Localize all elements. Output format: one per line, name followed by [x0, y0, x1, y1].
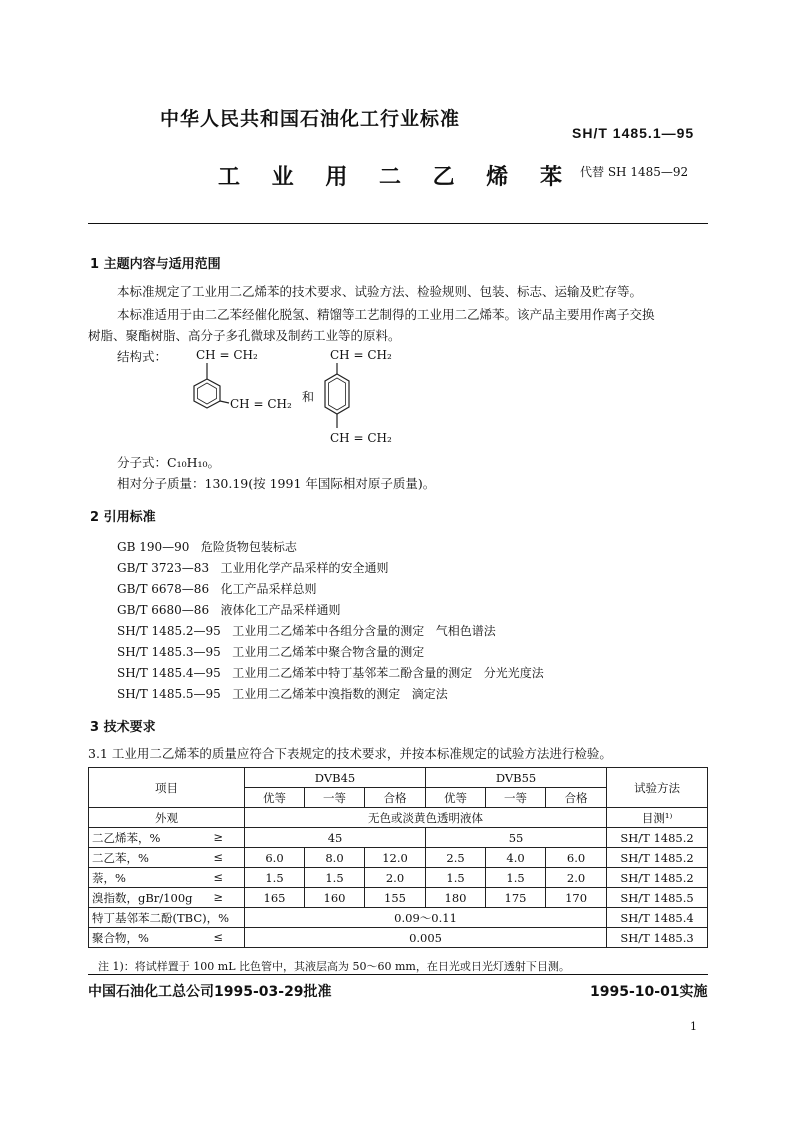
table-cell: 4.0	[486, 848, 546, 868]
reference-item: GB/T 3723—83 工业用化学产品采样的安全通则	[117, 561, 389, 575]
table-cell: 12.0	[365, 848, 426, 868]
table-row	[89, 888, 708, 908]
table-cell: 170	[546, 888, 607, 908]
grade-header: 合格	[365, 788, 426, 808]
section2-heading: 2 引用标准	[90, 510, 156, 525]
table-row	[89, 928, 708, 948]
test-method: SH/T 1485.2	[607, 828, 708, 848]
row-label: 二乙烯苯，%	[92, 830, 161, 845]
benzene-ring-meta	[194, 363, 229, 408]
benzene-ring-para	[325, 363, 349, 428]
table-cell: 175	[486, 888, 546, 908]
table-cell: 1.5	[426, 868, 486, 888]
comparison-symbol: ≤	[213, 849, 223, 864]
value-dvb55: 55	[426, 828, 607, 848]
table-row	[89, 848, 708, 868]
table-cell: 8.0	[305, 848, 365, 868]
table-cell: 165	[245, 888, 305, 908]
reference-item: GB 190—90 危险货物包装标志	[117, 540, 297, 554]
table-cell: 180	[426, 888, 486, 908]
grade-header: 优等	[426, 788, 486, 808]
test-method: SH/T 1485.5	[607, 888, 708, 908]
row-label: 外观	[89, 808, 245, 828]
row-label: 特丁基邻苯二酚(TBC)，%	[89, 908, 245, 928]
table-cell: 2.0	[546, 868, 607, 888]
reference-item: GB/T 6680—86 液体化工产品采样通则	[117, 603, 341, 617]
table-row	[89, 828, 708, 848]
vinyl-group-meta-top: CH = CH₂	[196, 348, 258, 362]
header-item: 项目	[89, 768, 245, 808]
table-row	[89, 808, 708, 828]
footer-rule	[88, 974, 708, 975]
test-method: 目测¹⁾	[607, 808, 708, 828]
test-method: SH/T 1485.2	[607, 868, 708, 888]
technical-requirements-table	[88, 767, 708, 948]
merged-value: 0.005	[245, 928, 607, 948]
section1-para2a: 本标准适用于由二乙苯经催化脱氢、精馏等工艺制得的工业用二乙烯苯。该产品主要用作离子交换	[117, 307, 655, 322]
merged-value: 0.09～0.11	[245, 908, 607, 928]
reference-item: SH/T 1485.4—95 工业用二乙烯苯中特丁基邻苯二酚含量的测定 分光光度法	[117, 666, 544, 680]
comparison-symbol: ≤	[213, 869, 223, 884]
row-label: 萘，%	[92, 870, 126, 885]
table-cell: 6.0	[245, 848, 305, 868]
table-cell: 6.0	[546, 848, 607, 868]
test-method: SH/T 1485.3	[607, 928, 708, 948]
table-cell: 160	[305, 888, 365, 908]
comparison-symbol: ≥	[213, 889, 223, 904]
grade-header: 一等	[486, 788, 546, 808]
section3-heading: 3 技术要求	[90, 720, 156, 735]
grade-header: 合格	[546, 788, 607, 808]
header-rule	[88, 223, 708, 224]
table-cell: 2.5	[426, 848, 486, 868]
row-label: 溴指数，gBr/100g	[92, 890, 193, 905]
table-cell: 2.0	[365, 868, 426, 888]
section1-para1: 本标准规定了工业用二乙烯苯的技术要求、试验方法、检验规则、包装、标志、运输及贮存等。	[117, 284, 643, 299]
comparison-symbol: ≤	[213, 929, 223, 944]
section1-heading: 1 主题内容与适用范围	[90, 257, 221, 272]
header-method: 试验方法	[607, 768, 708, 808]
table-footnote: 注 1)：将试样置于 100 mL 比色管中，其液层高为 50～60 mm，在日光或日光灯透射下目测。	[98, 960, 570, 973]
table-cell: 1.5	[486, 868, 546, 888]
merged-value: 无色或淡黄色透明液体	[245, 808, 607, 828]
header-dvb45: DVB45	[245, 768, 426, 788]
structure-and: 和	[302, 390, 315, 404]
reference-item: GB/T 6678—86 化工产品采样总则	[117, 582, 317, 596]
row-label: 聚合物，%	[92, 930, 149, 945]
row-label: 二乙苯，%	[92, 850, 149, 865]
table-row	[89, 868, 708, 888]
table-row	[89, 908, 708, 928]
vinyl-group-para-top: CH = CH₂	[330, 348, 392, 362]
test-method: SH/T 1485.2	[607, 848, 708, 868]
approval-date: 中国石油化工总公司1995-03-29批准	[88, 984, 332, 1000]
vinyl-group-para-bottom: CH = CH₂	[330, 431, 392, 445]
grade-header: 优等	[245, 788, 305, 808]
table-cell: 1.5	[245, 868, 305, 888]
comparison-symbol: ≥	[213, 829, 223, 844]
table-cell: 1.5	[305, 868, 365, 888]
table-cell: 155	[365, 888, 426, 908]
grade-header: 一等	[305, 788, 365, 808]
implementation-date: 1995-10-01实施	[590, 984, 708, 1000]
page-number: 1	[690, 1020, 697, 1033]
standard-org: 中华人民共和国石油化工行业标准	[160, 108, 461, 130]
reference-item: SH/T 1485.2—95 工业用二乙烯苯中各组分含量的测定 气相色谱法	[117, 624, 496, 638]
test-method: SH/T 1485.4	[607, 908, 708, 928]
header-dvb55: DVB55	[426, 768, 607, 788]
clause-3-1: 3.1 工业用二乙烯苯的质量应符合下表规定的技术要求，并按本标准规定的试验方法进行检验。	[88, 746, 612, 761]
standard-code: SH/T 1485.1—95	[572, 125, 695, 141]
section1-para2b: 树脂、聚酯树脂、高分子多孔微球及制药工业等的原料。	[88, 328, 401, 343]
reference-item: SH/T 1485.3—95 工业用二乙烯苯中聚合物含量的测定	[117, 645, 425, 659]
value-dvb45: 45	[245, 828, 426, 848]
document-title: 工 业 用 二 乙 烯 苯	[218, 165, 574, 190]
molecular-mass: 相对分子质量：130.19(按 1991 年国际相对原子质量)。	[117, 476, 436, 491]
molecular-formula: 分子式：C₁₀H₁₀。	[117, 455, 221, 470]
replaces-note: 代替 SH 1485—92	[580, 165, 689, 179]
vinyl-group-meta-side: CH = CH₂	[230, 397, 292, 411]
structure-label: 结构式：	[117, 349, 168, 364]
reference-item: SH/T 1485.5—95 工业用二乙烯苯中溴指数的测定 滴定法	[117, 687, 448, 701]
